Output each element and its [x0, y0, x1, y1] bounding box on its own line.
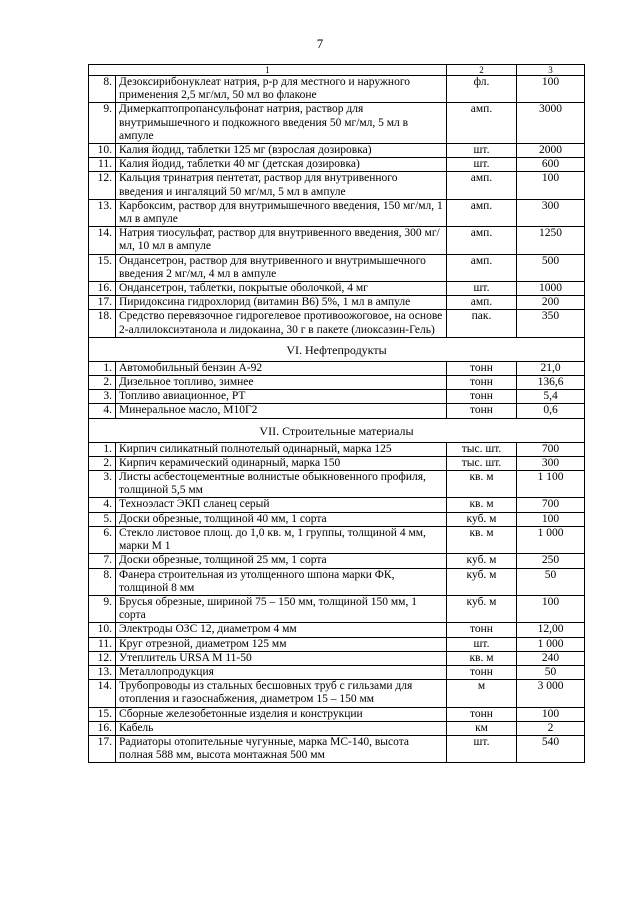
item-unit: пак. — [447, 310, 517, 337]
table-row — [89, 254, 585, 281]
item-quantity: 12,00 — [517, 623, 585, 637]
section-title: VI. Нефтепродукты — [89, 337, 585, 361]
item-quantity: 1000 — [517, 282, 585, 296]
row-number: 6. — [89, 526, 116, 553]
item-quantity: 50 — [517, 665, 585, 679]
item-name: Радиаторы отопительные чугунные, марка МС-140, высота полная 588 мм, высота монтажная 500 мм — [116, 735, 447, 762]
item-quantity: 21,0 — [517, 361, 585, 375]
item-unit: куб. м — [447, 568, 517, 595]
table-row — [89, 456, 585, 470]
row-number: 17. — [89, 735, 116, 762]
row-number: 12. — [89, 651, 116, 665]
item-name: Минеральное масло, М10Г2 — [116, 404, 447, 418]
table-row — [89, 296, 585, 310]
item-name: Натрия тиосульфат, раствор для внутривенного введения, 300 мг/мл, 10 мл в ампуле — [116, 227, 447, 254]
item-quantity: 100 — [517, 172, 585, 199]
table-row — [89, 442, 585, 456]
item-unit: кв. м — [447, 498, 517, 512]
item-name: Стекло листовое площ. до 1,0 кв. м, 1 группы, толщиной 4 мм, марки М 1 — [116, 526, 447, 553]
item-quantity: 250 — [517, 554, 585, 568]
item-name: Сборные железобетонные изделия и конструкции — [116, 707, 447, 721]
row-number: 18. — [89, 310, 116, 337]
row-number: 4. — [89, 404, 116, 418]
row-number: 3. — [89, 471, 116, 498]
table-row — [89, 665, 585, 679]
section-title: VII. Строительные материалы — [89, 418, 585, 442]
item-name: Доски обрезные, толщиной 40 мм, 1 сорта — [116, 512, 447, 526]
item-name: Пиридоксина гидрохлорид (витамин В6) 5%, 1 мл в ампуле — [116, 296, 447, 310]
item-unit: шт. — [447, 282, 517, 296]
item-name: Круг отрезной, диаметром 125 мм — [116, 637, 447, 651]
table-row — [89, 680, 585, 707]
row-number: 13. — [89, 199, 116, 226]
item-name: Кальция тринатрия пентетат, раствор для внутривенного введения и ингаляций 50 мг/мл, 5 мл в ампуле — [116, 172, 447, 199]
item-name: Средство перевязочное гидрогелевое противоожоговое, на основе 2-аллилоксиэтанола и лидокаина, 30 г в пакете (лиоксазин-Гель) — [116, 310, 447, 337]
item-quantity: 5,4 — [517, 390, 585, 404]
table-row — [89, 310, 585, 337]
row-number: 14. — [89, 227, 116, 254]
item-name: Трубопроводы из стальных бесшовных труб с гильзами для отопления и газоснабжения, диаметром 15 – 150 мм — [116, 680, 447, 707]
table-row — [89, 404, 585, 418]
item-quantity: 1 100 — [517, 471, 585, 498]
item-quantity: 1250 — [517, 227, 585, 254]
item-unit: амп. — [447, 199, 517, 226]
row-number: 11. — [89, 637, 116, 651]
item-name: Ондансетрон, таблетки, покрытые оболочкой, 4 мг — [116, 282, 447, 296]
row-number: 16. — [89, 721, 116, 735]
item-name: Электроды ОЗС 12, диаметром 4 мм — [116, 623, 447, 637]
row-number: 17. — [89, 296, 116, 310]
item-name: Кирпич керамический одинарный, марка 150 — [116, 456, 447, 470]
item-quantity: 200 — [517, 296, 585, 310]
item-unit: кв. м — [447, 651, 517, 665]
item-quantity: 0,6 — [517, 404, 585, 418]
item-quantity: 700 — [517, 442, 585, 456]
item-quantity: 540 — [517, 735, 585, 762]
item-quantity: 100 — [517, 595, 585, 622]
item-name: Техноэласт ЭКП сланец серый — [116, 498, 447, 512]
item-unit: фл. — [447, 76, 517, 103]
resource-table — [88, 64, 585, 763]
row-number: 10. — [89, 623, 116, 637]
row-number: 10. — [89, 144, 116, 158]
section-header-row — [89, 418, 585, 442]
table-row — [89, 227, 585, 254]
table-row — [89, 76, 585, 103]
row-number: 15. — [89, 254, 116, 281]
item-unit: тонн — [447, 665, 517, 679]
item-quantity: 50 — [517, 568, 585, 595]
item-name: Кабель — [116, 721, 447, 735]
section-header-row — [89, 337, 585, 361]
row-number: 14. — [89, 680, 116, 707]
row-number: 5. — [89, 512, 116, 526]
table-row — [89, 361, 585, 375]
column-number-row — [89, 65, 585, 76]
item-unit: амп. — [447, 296, 517, 310]
item-quantity: 1 000 — [517, 637, 585, 651]
item-name: Топливо авиационное, РТ — [116, 390, 447, 404]
item-unit: кв. м — [447, 526, 517, 553]
item-name: Автомобильный бензин А-92 — [116, 361, 447, 375]
item-quantity: 2000 — [517, 144, 585, 158]
table-row — [89, 376, 585, 390]
item-quantity: 600 — [517, 158, 585, 172]
row-number: 8. — [89, 76, 116, 103]
row-number: 9. — [89, 595, 116, 622]
row-number: 9. — [89, 103, 116, 144]
item-quantity: 100 — [517, 707, 585, 721]
item-unit: шт. — [447, 637, 517, 651]
column-number: 1 — [89, 65, 447, 76]
item-unit: куб. м — [447, 554, 517, 568]
row-number: 12. — [89, 172, 116, 199]
item-unit: тонн — [447, 376, 517, 390]
table-row — [89, 512, 585, 526]
table-row — [89, 390, 585, 404]
table-row — [89, 471, 585, 498]
row-number: 16. — [89, 282, 116, 296]
item-unit: тонн — [447, 390, 517, 404]
row-number: 3. — [89, 390, 116, 404]
item-unit: тонн — [447, 623, 517, 637]
item-unit: км — [447, 721, 517, 735]
table-row — [89, 735, 585, 762]
item-unit: амп. — [447, 227, 517, 254]
item-unit: куб. м — [447, 512, 517, 526]
item-name: Карбоксим, раствор для внутримышечного введения, 150 мг/мл, 1 мл в ампуле — [116, 199, 447, 226]
table-row — [89, 144, 585, 158]
page-number: 7 — [316, 36, 324, 51]
item-name: Листы асбестоцементные волнистые обыкновенного профиля, толщиной 5,5 мм — [116, 471, 447, 498]
item-unit: амп. — [447, 172, 517, 199]
item-name: Доски обрезные, толщиной 25 мм, 1 сорта — [116, 554, 447, 568]
table-row — [89, 554, 585, 568]
item-unit: куб. м — [447, 595, 517, 622]
item-unit: тонн — [447, 707, 517, 721]
item-name: Брусья обрезные, шириной 75 – 150 мм, толщиной 150 мм, 1 сорта — [116, 595, 447, 622]
item-name: Кирпич силикатный полнотелый одинарный, марка 125 — [116, 442, 447, 456]
item-unit: амп. — [447, 103, 517, 144]
row-number: 8. — [89, 568, 116, 595]
row-number: 11. — [89, 158, 116, 172]
item-quantity: 300 — [517, 199, 585, 226]
row-number: 4. — [89, 498, 116, 512]
item-name: Димеркаптопропансульфонат натрия, раствор для внутримышечного и подкожного введения 50 мг/мл, 5 мл в ампуле — [116, 103, 447, 144]
table-row — [89, 707, 585, 721]
item-unit: тыс. шт. — [447, 442, 517, 456]
table-row — [89, 498, 585, 512]
row-number: 13. — [89, 665, 116, 679]
item-quantity: 100 — [517, 76, 585, 103]
table-row — [89, 158, 585, 172]
item-quantity: 3 000 — [517, 680, 585, 707]
item-name: Фанера строительная из утолщенного шпона марки ФК, толщиной 8 мм — [116, 568, 447, 595]
table-row — [89, 103, 585, 144]
item-unit: амп. — [447, 254, 517, 281]
item-quantity: 1 000 — [517, 526, 585, 553]
row-number: 2. — [89, 376, 116, 390]
item-unit: шт. — [447, 144, 517, 158]
item-quantity: 2 — [517, 721, 585, 735]
row-number: 1. — [89, 361, 116, 375]
table-row — [89, 526, 585, 553]
item-unit: м — [447, 680, 517, 707]
item-quantity: 700 — [517, 498, 585, 512]
item-unit: шт. — [447, 158, 517, 172]
item-quantity: 100 — [517, 512, 585, 526]
table-row — [89, 172, 585, 199]
column-number: 3 — [517, 65, 585, 76]
item-unit: кв. м — [447, 471, 517, 498]
item-name: Калия йодид, таблетки 40 мг (детская дозировка) — [116, 158, 447, 172]
table-row — [89, 623, 585, 637]
item-unit: тонн — [447, 404, 517, 418]
item-quantity: 3000 — [517, 103, 585, 144]
item-quantity: 500 — [517, 254, 585, 281]
row-number: 2. — [89, 456, 116, 470]
item-name: Дизельное топливо, зимнее — [116, 376, 447, 390]
table-row — [89, 637, 585, 651]
row-number: 1. — [89, 442, 116, 456]
table-row — [89, 282, 585, 296]
item-name: Дезоксирибонуклеат натрия, р-р для местного и наружного применения 2,5 мг/мл, 50 мл во флаконе — [116, 76, 447, 103]
item-unit: тонн — [447, 361, 517, 375]
item-name: Калия йодид, таблетки 125 мг (взрослая дозировка) — [116, 144, 447, 158]
table-row — [89, 199, 585, 226]
row-number: 7. — [89, 554, 116, 568]
item-name: Металлопродукция — [116, 665, 447, 679]
table-row — [89, 568, 585, 595]
column-number: 2 — [447, 65, 517, 76]
row-number: 15. — [89, 707, 116, 721]
table-row — [89, 721, 585, 735]
item-quantity: 240 — [517, 651, 585, 665]
item-unit: шт. — [447, 735, 517, 762]
table-row — [89, 595, 585, 622]
item-quantity: 136,6 — [517, 376, 585, 390]
item-unit: тыс. шт. — [447, 456, 517, 470]
item-name: Утеплитель URSA M 11-50 — [116, 651, 447, 665]
item-quantity: 350 — [517, 310, 585, 337]
item-quantity: 300 — [517, 456, 585, 470]
item-name: Ондансетрон, раствор для внутривенного и внутримышечного введения 2 мг/мл, 4 мл в ампуле — [116, 254, 447, 281]
table-row — [89, 651, 585, 665]
